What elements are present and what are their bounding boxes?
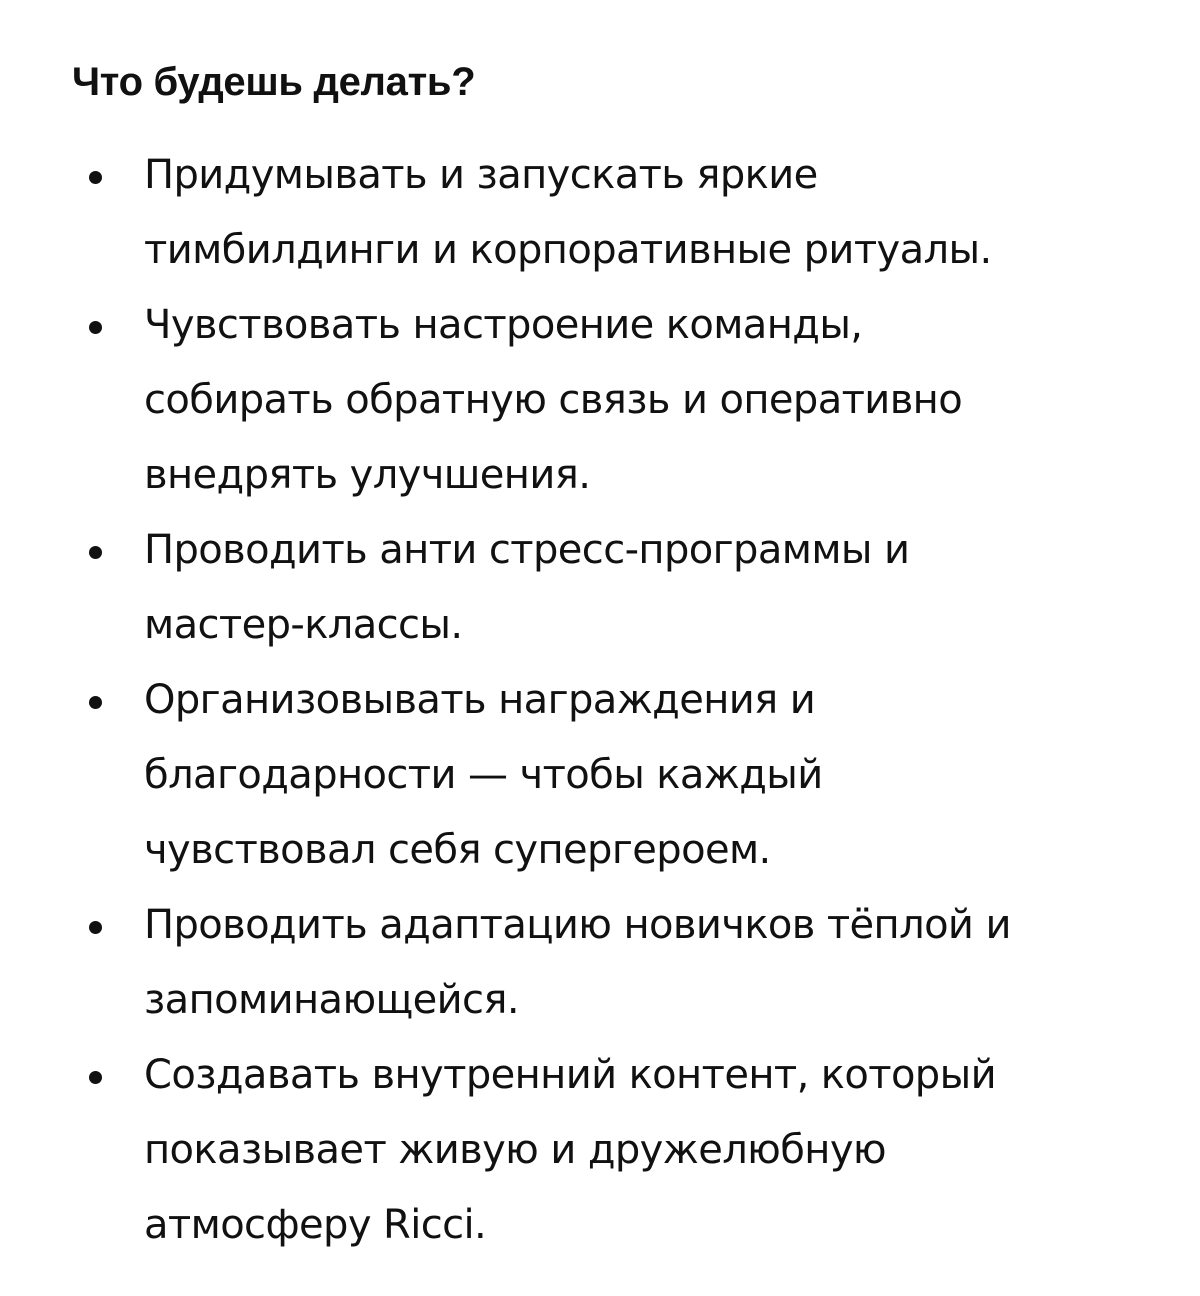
list-item-line: атмосферу Ricci.: [144, 1202, 487, 1248]
list-item-line: благодарности — чтобы каждый: [144, 752, 823, 798]
list-item: [72, 1038, 1140, 1263]
list-item-line: Проводить адаптацию новичков тёплой и: [144, 902, 1011, 948]
bullet-icon: [89, 696, 102, 709]
list-item-line: Организовывать награждения и: [144, 677, 816, 723]
list-item-line: чувствовал себя супергероем.: [144, 827, 771, 873]
list-item-line: тимбилдинги и корпоративные ритуалы.: [144, 227, 992, 273]
list-item-line: Проводить анти стресс-программы и: [144, 527, 910, 573]
list-item-line: запоминающейся.: [144, 977, 519, 1023]
bullet-icon: [89, 321, 102, 334]
list-item: [72, 663, 1140, 888]
list-item: [72, 888, 1140, 1038]
list-item-line: внедрять улучшения.: [144, 452, 591, 498]
list-item-line: Чувствовать настроение команды,: [144, 302, 863, 348]
list-item: [72, 138, 1140, 288]
list-item: [72, 513, 1140, 663]
list-item-line: Придумывать и запускать яркие: [144, 152, 818, 198]
list-item-line: мастер-классы.: [144, 602, 463, 648]
list-item-line: собирать обратную связь и оперативно: [144, 377, 963, 423]
list-item: [72, 288, 1140, 513]
bullet-icon: [89, 921, 102, 934]
section-heading: Что будешь делать?: [72, 60, 476, 104]
responsibilities-list: [72, 138, 1140, 1263]
bullet-icon: [89, 1071, 102, 1084]
list-item-line: Создавать внутренний контент, который: [144, 1052, 996, 1098]
bullet-icon: [89, 171, 102, 184]
bullet-icon: [89, 546, 102, 559]
list-item-line: показывает живую и дружелюбную: [144, 1127, 887, 1173]
